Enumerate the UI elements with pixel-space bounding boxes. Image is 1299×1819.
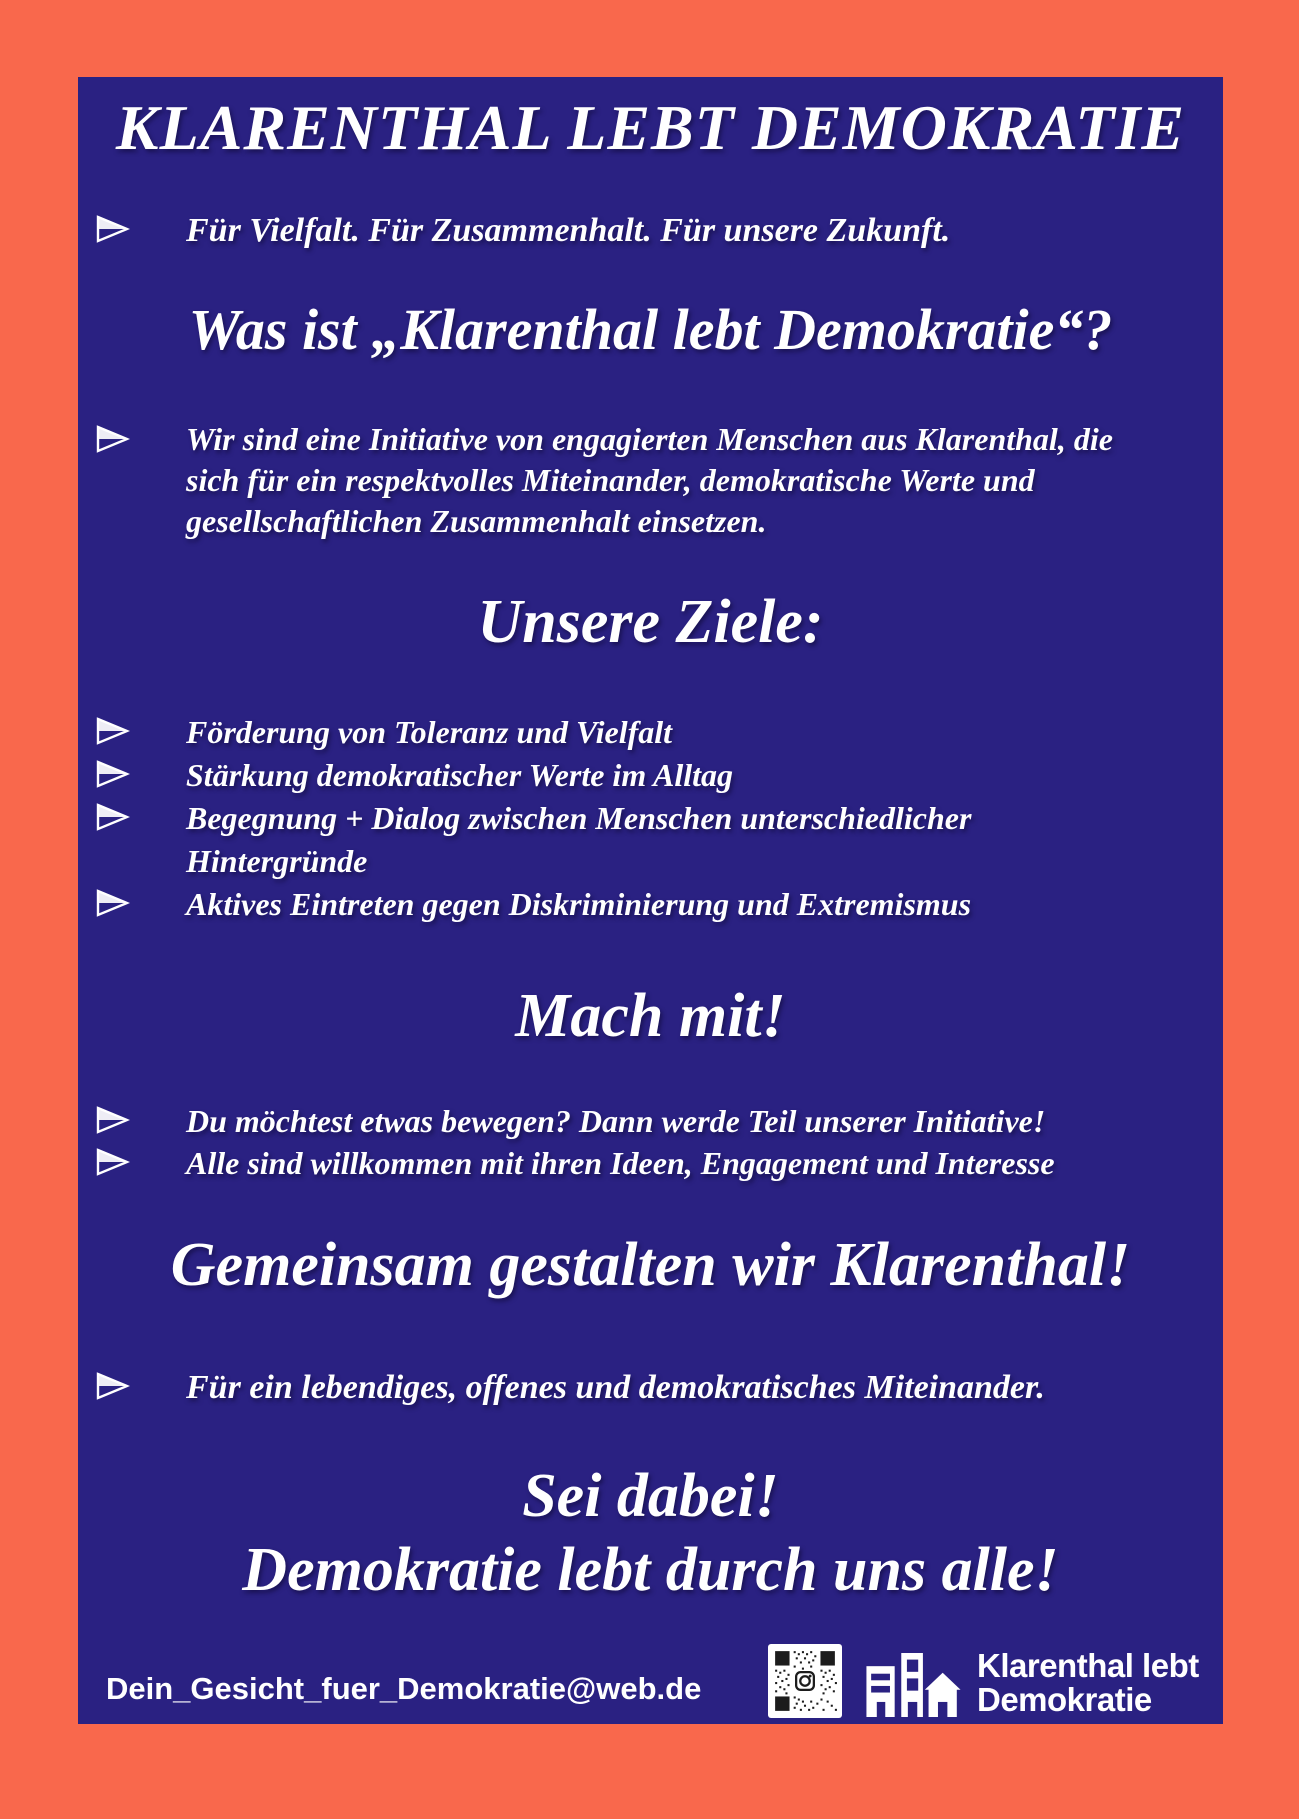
what-heading: Was ist „Klarenthal lebt Demokratie“? (188, 297, 1113, 362)
instagram-icon (796, 1672, 814, 1690)
goals-list (78, 711, 1223, 926)
main-title: KLARENTHAL LEBT DEMOKRATIE (115, 92, 1186, 163)
goal-text: Stärkung demokratischer Werte im Alltag (186, 757, 734, 793)
join-item (92, 1100, 1203, 1142)
closing-line-2: Demokratie lebt durch uns alle! (242, 1536, 1059, 1604)
join-list (78, 1100, 1223, 1184)
intro-item (92, 419, 1203, 542)
logo-wordmark-line1: Klarenthal lebt (977, 1647, 1199, 1684)
arrow-bullet-icon (92, 1142, 186, 1177)
arrow-bullet-icon (92, 1366, 186, 1401)
poster (78, 77, 1223, 1724)
goal-item (92, 754, 1203, 797)
closing-line-1: Sei dabei! (522, 1462, 779, 1530)
logo-wordmark-line2: Demokratie (977, 1681, 1152, 1718)
together-text: Für ein lebendiges, offenes und demokratisches Miteinander. (186, 1369, 1045, 1406)
arrow-bullet-icon (92, 797, 186, 832)
logo-wordmark (977, 1649, 1199, 1717)
tagline-text: Für Vielfalt. Für Zusammenhalt. Für unsere Zukunft. (186, 212, 951, 249)
tagline-item (92, 209, 1203, 253)
join-item (92, 1142, 1203, 1184)
goal-item (92, 711, 1203, 754)
buildings-logo-icon (865, 1653, 962, 1717)
arrow-bullet-icon (92, 754, 186, 789)
join-text: Du möchtest etwas bewegen? Dann werde Teil unserer Initiative! (186, 1103, 1046, 1139)
arrow-bullet-icon (92, 1100, 186, 1135)
together-list (78, 1366, 1223, 1410)
closing-block (78, 1459, 1223, 1607)
footer-email: Dein_Gesicht_fuer_Demokratie@web.de (106, 1671, 702, 1706)
arrow-bullet-icon (92, 883, 186, 918)
goal-text: Aktives Eintreten gegen Diskriminierung und Extremismus (186, 886, 972, 922)
intro-list (78, 419, 1223, 542)
goal-text: Begegnung + Dialog zwischen Menschen unterschiedlicher Hintergründe (186, 800, 972, 879)
arrow-bullet-icon (92, 419, 186, 454)
join-text: Alle sind willkommen mit ihren Ideen, Engagement und Interesse (186, 1145, 1055, 1181)
join-heading: Mach mit! (515, 982, 786, 1050)
goal-item (92, 797, 1203, 883)
together-item (92, 1366, 1203, 1410)
goals-heading: Unsere Ziele: (477, 588, 824, 656)
tagline-list (78, 209, 1223, 253)
arrow-bullet-icon (92, 209, 186, 244)
qr-code (768, 1644, 842, 1718)
intro-text: Wir sind eine Initiative von engagierten Menschen aus Klarenthal, die sich für ein respektvolles Miteinander, demokratische Werte und gesellschaftlichen Zusammenhalt einsetzen. (186, 421, 1113, 539)
arrow-bullet-icon (92, 711, 186, 746)
goal-item (92, 883, 1203, 926)
together-heading: Gemeinsam gestalten wir Klarenthal! (170, 1231, 1131, 1299)
goal-text: Förderung von Toleranz und Vielfalt (186, 714, 673, 750)
